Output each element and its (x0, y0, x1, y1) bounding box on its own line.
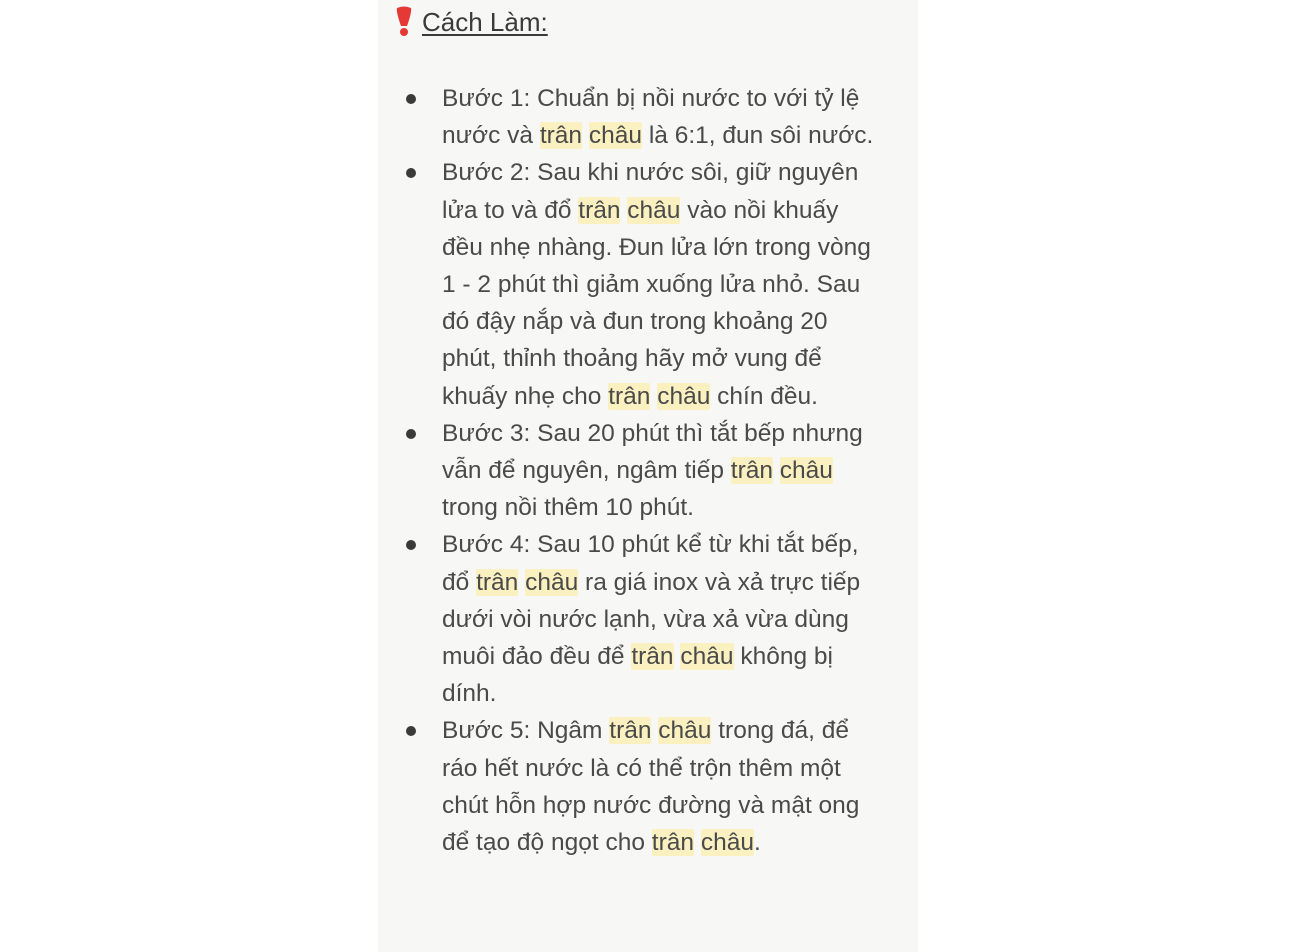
step-text: phút, thỉnh thoảng hãy mở vung để (442, 345, 822, 373)
step-text: đổ (442, 568, 477, 596)
highlighted-keyword: châu (680, 643, 734, 671)
steps-list (402, 80, 902, 861)
bullet-icon (406, 540, 416, 550)
bullet-icon (406, 94, 416, 104)
highlighted-keyword: trân (608, 382, 651, 410)
section-heading-text: Cách Làm: (422, 6, 548, 37)
step-text: Bước 3: Sau 20 phút thì tắt bếp nhưng (442, 419, 863, 447)
highlighted-keyword: châu (700, 829, 754, 857)
step-text: Bước 2: Sau khi nước sôi, giữ nguyên (442, 159, 859, 187)
step-text (582, 122, 589, 149)
step-text: là 6:1, đun sôi nước. (642, 122, 874, 150)
step-text: . (753, 829, 761, 857)
step-text: Bước 5: Ngâm (442, 717, 610, 745)
step-text: dính. (442, 680, 497, 708)
step-text: đó đậy nắp và đun trong khoảng 20 (442, 308, 828, 336)
step-item-3 (402, 415, 902, 527)
highlighted-keyword: trân (651, 829, 694, 857)
step-text: vẫn để nguyên, ngâm tiếp (442, 457, 731, 485)
highlighted-keyword: trân (476, 568, 519, 596)
highlighted-keyword: châu (525, 568, 579, 596)
step-text: lửa to và đổ (442, 196, 579, 224)
step-item-5 (402, 712, 902, 861)
highlighted-keyword: châu (779, 457, 833, 485)
step-text (773, 457, 780, 484)
step-text: ra giá inox và xả trực tiếp (578, 568, 861, 596)
step-text: 1 - 2 phút thì giảm xuống lửa nhỏ. Sau (442, 271, 861, 299)
bullet-icon (406, 726, 416, 736)
step-text: không bị (733, 643, 833, 671)
step-item-1 (402, 80, 902, 154)
step-text: để tạo độ ngọt cho (442, 829, 652, 857)
highlighted-keyword: trân (609, 717, 652, 745)
step-text: chút hỗn hợp nước đường và mật ong (442, 791, 860, 819)
step-item-2 (402, 154, 902, 414)
step-text: khuấy nhẹ cho (442, 382, 609, 410)
step-item-4 (402, 526, 902, 712)
step-text: ráo hết nước là có thể trộn thêm một (442, 754, 841, 782)
highlighted-keyword: châu (588, 122, 643, 150)
highlighted-keyword: trân (631, 643, 674, 671)
step-text: trong đá, để (711, 717, 850, 745)
step-text: nước và (442, 122, 540, 150)
step-text: dưới vòi nước lạnh, vừa xả vừa dùng (442, 605, 849, 633)
highlighted-keyword: châu (658, 717, 712, 745)
step-text: đều nhẹ nhàng. Đun lửa lớn trong vòng (442, 233, 871, 261)
step-text: vào nồi khuấy (680, 196, 839, 224)
highlighted-keyword: trân (578, 196, 621, 224)
step-text: trong nồi thêm 10 phút. (442, 494, 694, 522)
bullet-icon (406, 429, 416, 439)
heavy-exclamation-mark-icon (390, 6, 418, 38)
highlighted-keyword: trân (730, 457, 773, 485)
highlighted-keyword: châu (627, 196, 681, 224)
highlighted-keyword: trân (539, 122, 583, 150)
step-text: chín đều. (710, 382, 818, 410)
step-text (694, 829, 701, 856)
step-text: muôi đảo đều để (442, 643, 632, 671)
section-heading (390, 6, 548, 38)
highlighted-keyword: châu (657, 382, 711, 410)
bullet-icon (406, 168, 416, 178)
step-text: Bước 1: Chuẩn bị nồi nước to với tỷ lệ (442, 85, 860, 112)
step-text: Bước 4: Sau 10 phút kể từ khi tắt bếp, (442, 531, 859, 559)
